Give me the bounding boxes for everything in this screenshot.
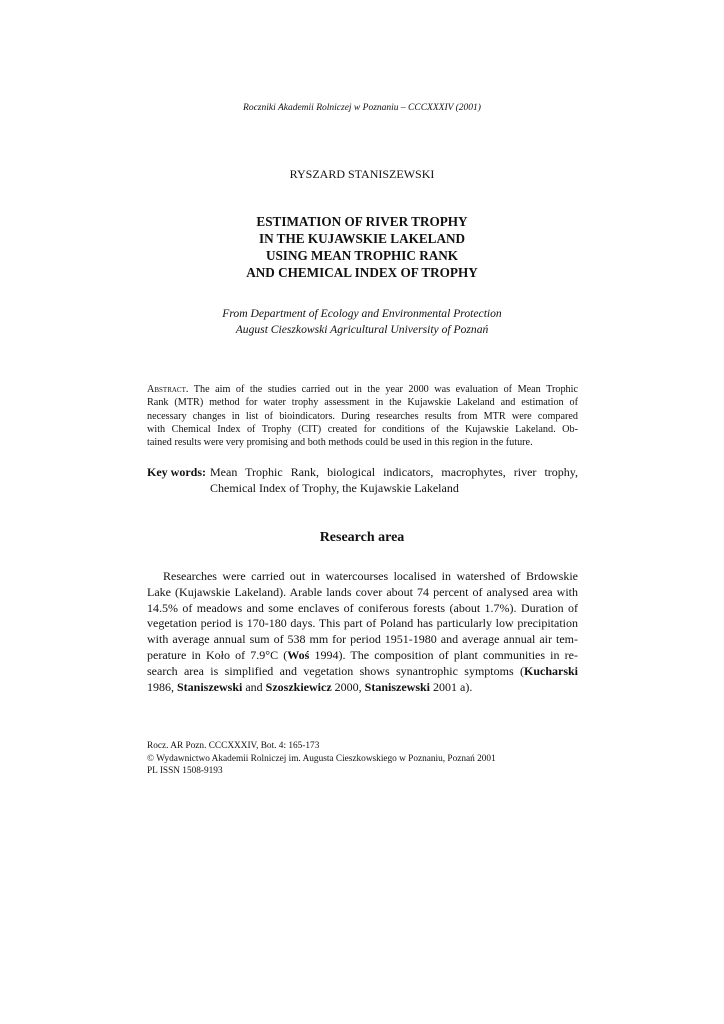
article-title — [0, 213, 724, 281]
body-line: vegetation period is 170-180 days. This part of Poland has particularly low precipitation — [147, 616, 578, 631]
affiliation-line: From Department of Ecology and Environmental Protection — [222, 307, 502, 320]
title-line: AND CHEMICAL INDEX OF TROPHY — [246, 265, 478, 280]
keywords — [147, 464, 578, 496]
footer-line: Rocz. AR Pozn. CCCXXXIV, Bot. 4: 165-173 — [147, 741, 320, 751]
citation-author: Kucharski — [523, 663, 578, 678]
body-text-segment: 1994). The composition of plant communities in re- — [309, 647, 579, 662]
footer-line: PL ISSN 1508-9193 — [147, 766, 223, 776]
body-line: Lake (Kujawskie Lakeland). Arable lands cover about 74 percent of analysed area with — [147, 584, 578, 599]
body-paragraph — [147, 569, 578, 695]
body-text-segment: 2000, — [331, 679, 365, 694]
keywords-text: Mean Trophic Rank, biological indicators, macrophytes, river trophy, — [210, 465, 578, 479]
body-line — [147, 664, 578, 680]
section-heading: Research area — [319, 530, 405, 545]
citation-author: Staniszewski — [364, 679, 430, 694]
affiliation — [0, 306, 724, 338]
citation-author: Szoszkiewicz — [265, 679, 332, 694]
abstract-label: Abstract — [147, 384, 186, 395]
body-text-segment: 1986, — [147, 679, 177, 694]
body-text-segment: and — [242, 679, 266, 694]
body-text-segment: perature in Koło of 7.9°C ( — [147, 647, 288, 662]
affiliation-line: August Cieszkowski Agricultural University of Poznań — [235, 323, 489, 336]
abstract-line: with Chemical Index of Trophy (CIT) created for conditions of the Kujawskie Lakeland. Ob- — [147, 423, 578, 435]
body-text-segment: 2001 a). — [430, 679, 473, 694]
abstract-line: Rank (MTR) method for water trophy assessment in the Kujawskie Lakeland and estimation of — [147, 397, 578, 409]
title-line: IN THE KUJAWSKIE LAKELAND — [258, 231, 466, 246]
citation-author: Woś — [287, 647, 310, 662]
running-head: Roczniki Akademii Rolniczej w Poznaniu – CCCXXXIV (2001) — [243, 103, 481, 113]
title-line: USING MEAN TROPHIC RANK — [265, 248, 459, 263]
keywords-row — [147, 464, 578, 480]
abstract-line: necessary changes in list of bioindicators. During researches results from MTR were compared — [147, 410, 578, 422]
abstract-line: tained results were very promising and both methods could be used in this region in the future. — [147, 437, 533, 449]
abstract — [147, 383, 578, 449]
body-line — [147, 680, 578, 696]
citation-author: Staniszewski — [177, 679, 243, 694]
body-line — [147, 648, 578, 664]
abstract-text: . The aim of the studies carried out in the year 2000 was evaluation of Mean Trophic — [185, 384, 578, 395]
keywords-label: Key words: — [147, 465, 206, 479]
body-line: 14.5% of meadows and some enclaves of coniferous forests (about 1.7%). Duration of — [147, 600, 578, 615]
body-line: Researches were carried out in watercourses localised in watershed of Brdowskie — [163, 569, 578, 583]
body-line: with average annual sum of 538 mm for period 1951-1980 and average annual air tem- — [147, 632, 578, 647]
title-line: ESTIMATION OF RIVER TROPHY — [256, 214, 468, 229]
footer-line: © Wydawnictwo Akademii Rolniczej im. Augusta Cieszkowskiego w Poznaniu, Poznań 2001 — [147, 753, 496, 764]
keywords-text: Chemical Index of Trophy, the Kujawskie Lakeland — [210, 481, 459, 495]
author-name: RYSZARD STANISZEWSKI — [289, 167, 435, 181]
body-text-segment: search area is simplified and vegetation shows synantrophic symptoms ( — [147, 663, 524, 678]
publication-footer — [147, 740, 578, 778]
abstract-line — [147, 383, 578, 396]
